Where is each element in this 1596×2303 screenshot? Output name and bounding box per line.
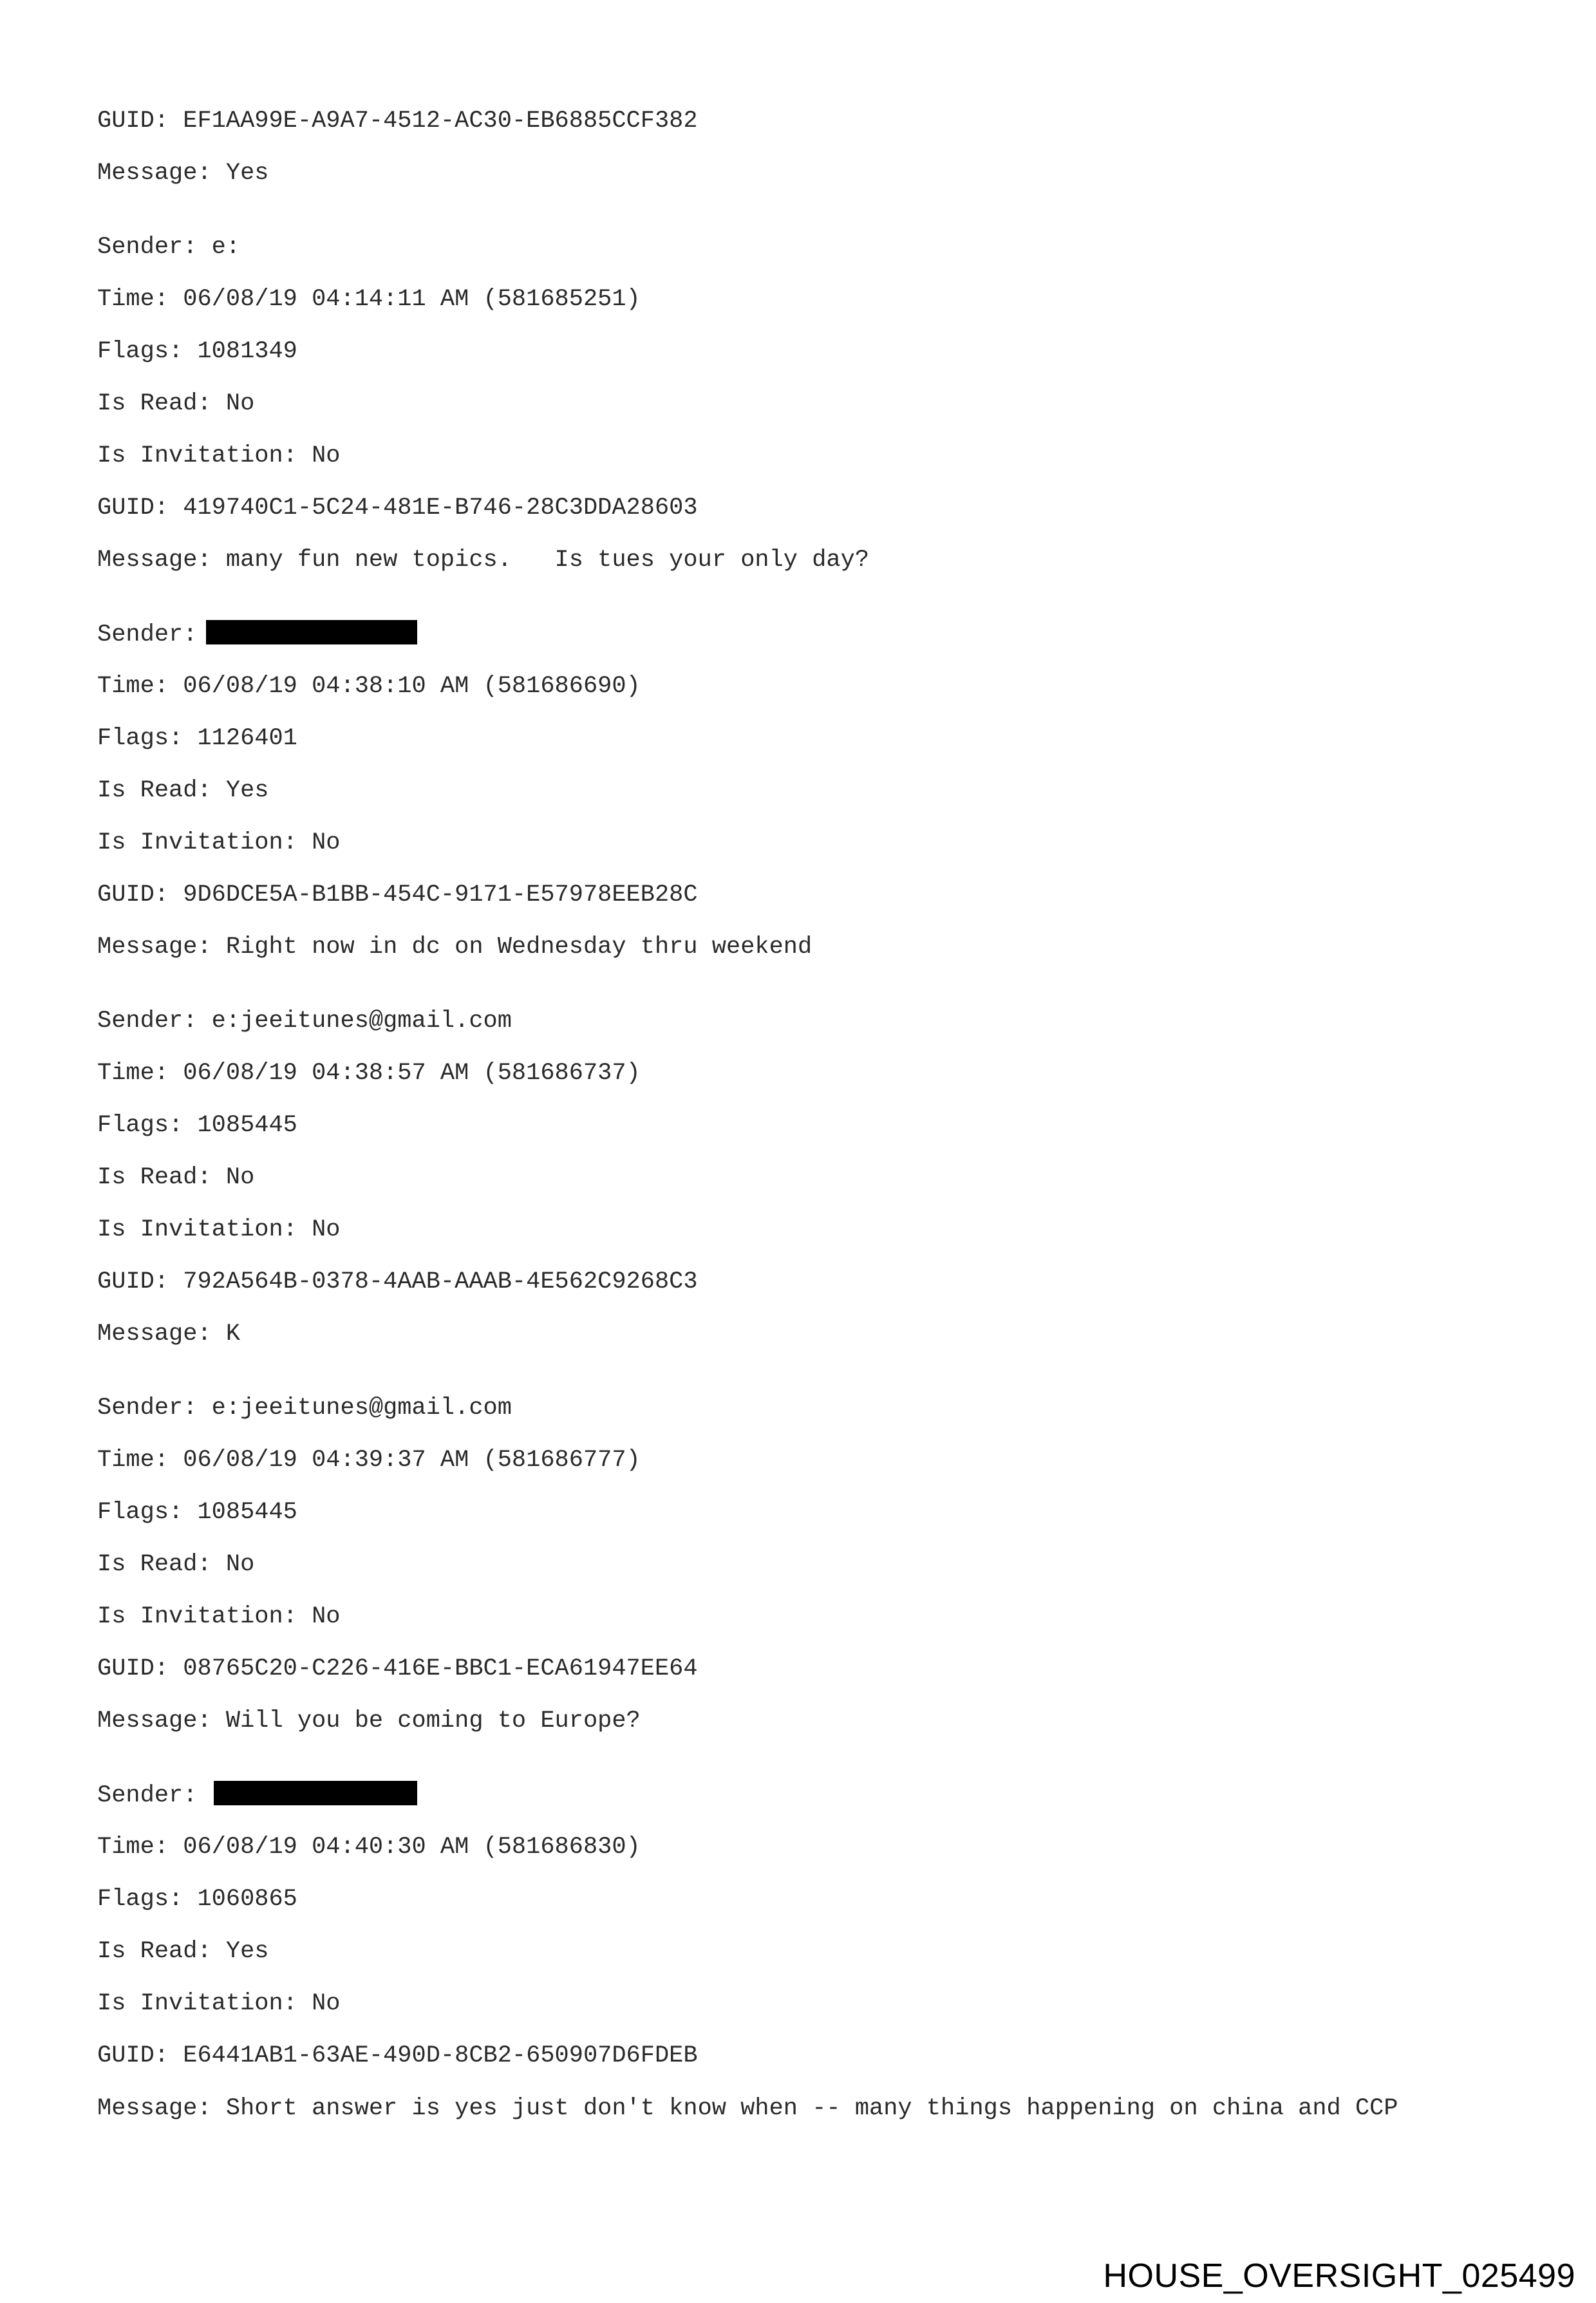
flags-label: Flags: <box>97 1499 183 1526</box>
flags-label: Flags: <box>97 725 183 752</box>
message-record <box>97 1007 1514 1348</box>
flags-line <box>97 337 1514 366</box>
flags-label: Flags: <box>97 1112 183 1139</box>
message-label: Message: <box>97 2095 212 2122</box>
time-line <box>97 1059 1514 1087</box>
sender-label: Sender: <box>97 234 198 261</box>
is-invitation-label: Is Invitation: <box>97 1990 297 2017</box>
is-read-value: No <box>225 1551 255 1578</box>
message-label: Message: <box>97 160 212 187</box>
is-read-value: Yes <box>225 1938 269 1965</box>
bates-number: HOUSE_OVERSIGHT_025499 <box>1103 2257 1575 2295</box>
guid-line <box>97 107 1514 135</box>
flags-value: 1081349 <box>197 338 297 365</box>
guid-line <box>97 1268 1514 1296</box>
is-invitation-line <box>97 442 1514 470</box>
guid-value: EF1AA99E-A9A7-4512-AC30-EB6885CCF382 <box>183 108 698 135</box>
guid-label: GUID: <box>97 881 169 908</box>
sender-label: Sender: <box>97 1008 198 1035</box>
is-read-label: Is Read: <box>97 777 212 804</box>
record-separator <box>97 985 1514 1007</box>
message-record <box>97 1394 1514 1735</box>
guid-value: 08765C20-C226-416E-BBC1-ECA61947EE64 <box>183 1655 698 1682</box>
is-read-line <box>97 1550 1514 1579</box>
is-invitation-label: Is Invitation: <box>97 1603 297 1630</box>
message-line <box>97 1320 1514 1348</box>
message-line <box>97 1707 1514 1735</box>
flags-label: Flags: <box>97 1886 183 1913</box>
time-label: Time: <box>97 1834 169 1861</box>
is-read-label: Is Read: <box>97 1938 212 1965</box>
sender-label: Sender: <box>97 1782 198 1809</box>
time-value: 06/08/19 04:40:30 AM (581686830) <box>183 1834 641 1861</box>
guid-value: 419740C1-5C24-481E-B746-28C3DDA28603 <box>183 494 698 522</box>
is-read-label: Is Read: <box>97 1551 212 1578</box>
is-invitation-line <box>97 829 1514 857</box>
flags-line <box>97 1885 1514 1913</box>
time-label: Time: <box>97 1060 169 1087</box>
is-read-line <box>97 1937 1514 1966</box>
is-invitation-line <box>97 1216 1514 1244</box>
message-value: Will you be coming to Europe? <box>225 1707 641 1734</box>
time-label: Time: <box>97 1447 169 1474</box>
message-line <box>97 159 1514 187</box>
is-read-label: Is Read: <box>97 1164 212 1191</box>
guid-label: GUID: <box>97 2042 169 2069</box>
guid-label: GUID: <box>97 494 169 522</box>
message-value: many fun new topics. Is tues your only day? <box>225 547 870 574</box>
guid-label: GUID: <box>97 1268 169 1295</box>
message-line <box>97 546 1514 574</box>
message-value: Right now in dc on Wednesday thru weekend <box>225 934 812 961</box>
time-value: 06/08/19 04:38:10 AM (581686690) <box>183 673 641 700</box>
is-invitation-line <box>97 1989 1514 2018</box>
is-invitation-value: No <box>312 1216 341 1243</box>
is-read-line <box>97 1163 1514 1192</box>
message-value: K <box>225 1321 241 1348</box>
sender-line <box>97 1781 1514 1809</box>
flags-line <box>97 1111 1514 1140</box>
guid-value: E6441AB1-63AE-490D-8CB2-650907D6FDEB <box>183 2042 698 2069</box>
is-read-value: No <box>225 1164 255 1191</box>
message-label: Message: <box>97 1321 212 1348</box>
flags-label: Flags: <box>97 338 183 365</box>
is-invitation-value: No <box>312 829 341 856</box>
time-value: 06/08/19 04:39:37 AM (581686777) <box>183 1447 641 1474</box>
flags-value: 1126401 <box>197 725 297 752</box>
message-value: Short answer is yes just don't know when -- many things happening on china and CCP <box>225 2095 1398 2122</box>
redaction-box <box>214 1781 417 1805</box>
sender-line <box>97 1007 1514 1035</box>
is-read-value: Yes <box>225 777 269 804</box>
flags-line <box>97 1498 1514 1527</box>
guid-label: GUID: <box>97 1655 169 1682</box>
is-invitation-label: Is Invitation: <box>97 442 297 469</box>
message-line <box>97 2094 1526 2123</box>
record-separator <box>97 1759 1514 1781</box>
redaction-box <box>206 620 417 644</box>
flags-value: 1060865 <box>197 1886 297 1913</box>
guid-line <box>97 494 1514 522</box>
sender-value: e:jeeitunes@gmail.com <box>211 1008 512 1035</box>
sender-line <box>97 620 1514 648</box>
guid-label: GUID: <box>97 108 169 135</box>
message-record <box>97 233 1514 574</box>
time-line <box>97 285 1514 314</box>
record-separator <box>97 1372 1514 1394</box>
record-separator <box>97 211 1514 233</box>
is-read-line <box>97 390 1514 418</box>
is-invitation-value: No <box>312 442 341 469</box>
flags-value: 1085445 <box>197 1499 297 1526</box>
message-log <box>97 107 1514 2147</box>
message-label: Message: <box>97 934 212 961</box>
guid-line <box>97 1655 1514 1683</box>
message-record <box>97 620 1514 961</box>
guid-line <box>97 881 1514 909</box>
flags-line <box>97 724 1514 753</box>
is-invitation-label: Is Invitation: <box>97 1216 297 1243</box>
is-read-label: Is Read: <box>97 390 212 417</box>
sender-value: e: <box>211 234 241 261</box>
time-line <box>97 1833 1514 1861</box>
time-line <box>97 672 1514 700</box>
message-label: Message: <box>97 1707 212 1734</box>
message-line <box>97 933 1514 961</box>
is-invitation-value: No <box>312 1603 341 1630</box>
is-invitation-label: Is Invitation: <box>97 829 297 856</box>
sender-label: Sender: <box>97 1395 198 1422</box>
message-record <box>97 1781 1514 2123</box>
guid-value: 792A564B-0378-4AAB-AAAB-4E562C9268C3 <box>183 1268 698 1295</box>
is-read-line <box>97 776 1514 805</box>
time-line <box>97 1446 1514 1474</box>
is-invitation-value: No <box>312 1990 341 2017</box>
is-invitation-line <box>97 1603 1514 1631</box>
message-label: Message: <box>97 547 212 574</box>
sender-label: Sender: <box>97 621 198 648</box>
record-separator <box>97 598 1514 620</box>
time-label: Time: <box>97 286 169 313</box>
guid-value: 9D6DCE5A-B1BB-454C-9171-E57978EEB28C <box>183 881 698 908</box>
time-label: Time: <box>97 673 169 700</box>
guid-line <box>97 2042 1514 2070</box>
sender-value: e:jeeitunes@gmail.com <box>211 1395 512 1422</box>
time-value: 06/08/19 04:38:57 AM (581686737) <box>183 1060 641 1087</box>
sender-line <box>97 233 1514 261</box>
sender-line <box>97 1394 1514 1422</box>
flags-value: 1085445 <box>197 1112 297 1139</box>
is-read-value: No <box>225 390 255 417</box>
time-value: 06/08/19 04:14:11 AM (581685251) <box>183 286 641 313</box>
message-value: Yes <box>225 160 269 187</box>
